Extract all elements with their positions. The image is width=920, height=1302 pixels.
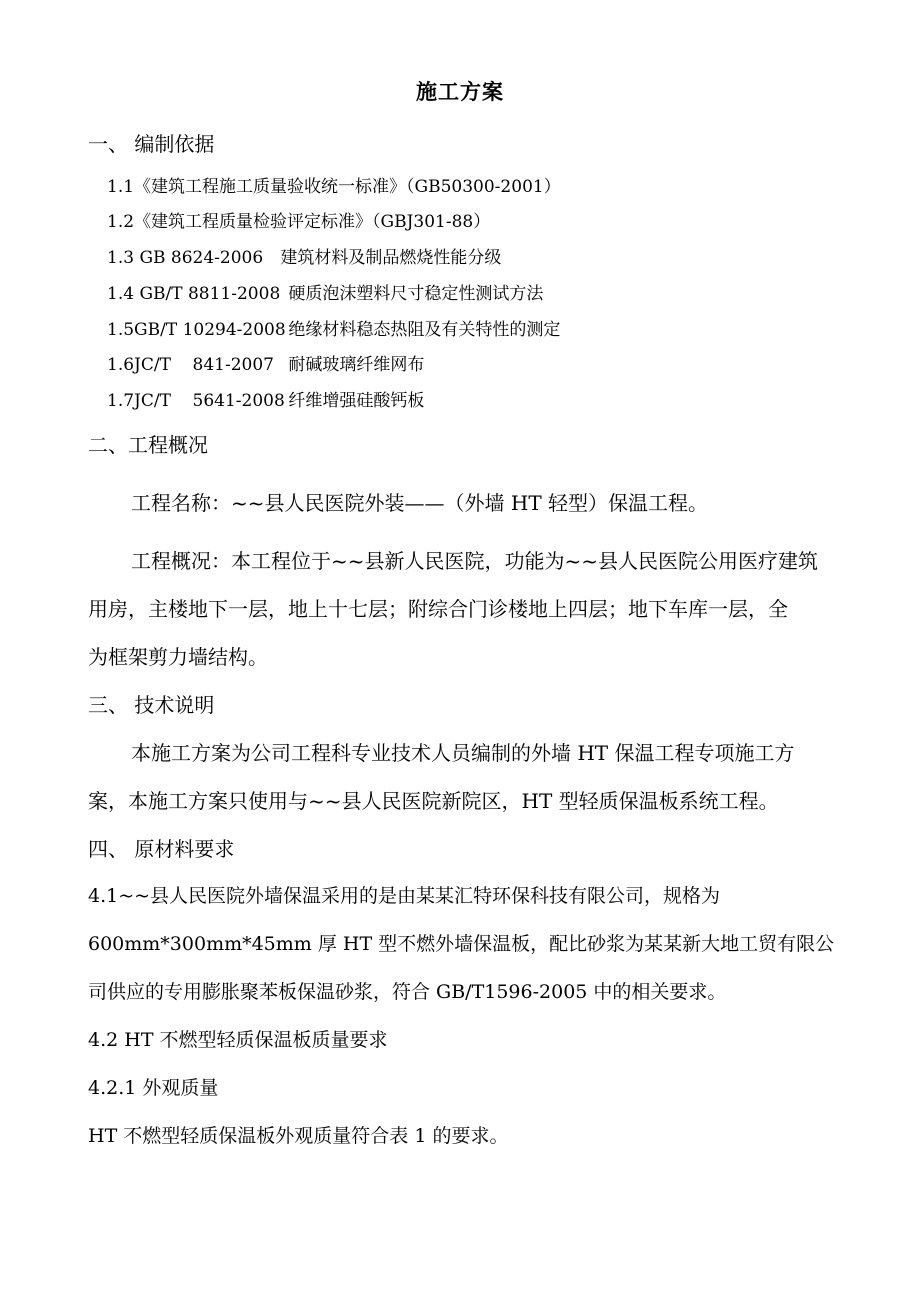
paragraph-line: 案，本施工方案只使用与~~县人民医院新院区，HT 型轻质保温板系统工程。 [88, 789, 779, 813]
paragraph-line: 用房，主楼地下一层，地上十七层；附综合门诊楼地上四层；地下车库一层，全 [88, 597, 788, 621]
section-heading-materials: 四、 原材料要求 [88, 837, 235, 861]
reference-desc: 纤维增强硅酸钙板 [288, 391, 425, 411]
reference-desc: 建筑材料及制品燃烧性能分级 [280, 248, 502, 268]
paragraph-line: 4.1~~县人民医院外墙保温采用的是由某某汇特环保科技有限公司，规格为 [88, 885, 721, 907]
reference-item [107, 207, 490, 232]
paragraph-line: 为框架剪力墙结构。 [88, 645, 268, 669]
reference-item [107, 350, 424, 375]
section-heading-tech: 三、 技术说明 [88, 693, 215, 717]
subsection-heading: 4.2.1 外观质量 [88, 1077, 219, 1099]
reference-code: 1.7JC/T 5641-2008 [107, 391, 285, 411]
reference-code: 1.1《建筑工程施工质量验收统一标准》（GB50300-2001） [107, 177, 561, 197]
paragraph-line: 工程概况：本工程位于~~县新人民医院，功能为~~县人民医院公用医疗建筑 [131, 549, 819, 573]
paragraph-line: HT 不燃型轻质保温板外观质量符合表 1 的要求。 [88, 1125, 509, 1147]
reference-code: 1.2《建筑工程质量检验评定标准》（GBJ301-88） [107, 212, 491, 232]
paragraph-line: 600mm*300mm*45mm 厚 HT 型不燃外墙保温板，配比砂浆为某某新大地工贸有限公 [88, 933, 835, 955]
project-name: 工程名称：~~县人民医院外装——（外墙 HT 轻型）保温工程。 [131, 491, 709, 515]
subsection-heading: 4.2 HT 不燃型轻质保温板质量要求 [88, 1029, 388, 1051]
section-heading-basis: 一、 编制依据 [88, 132, 215, 156]
page-title: 施工方案 [416, 79, 504, 104]
reference-code: 1.6JC/T 841-2007 [107, 355, 274, 375]
paragraph-line: 司供应的专用膨胀聚苯板保温砂浆，符合 GB/T1596-2005 中的相关要求。 [88, 981, 727, 1003]
reference-item [107, 243, 501, 268]
reference-desc: 硬质泡沫塑料尺寸稳定性测试方法 [288, 284, 544, 304]
reference-code: 1.3 GB 8624-2006 [107, 248, 264, 268]
reference-code: 1.4 GB/T 8811-2008 [107, 284, 281, 304]
reference-item [107, 386, 424, 411]
reference-code: 1.5GB/T 10294-2008 [107, 320, 286, 340]
reference-item [107, 315, 560, 340]
reference-item [107, 279, 543, 304]
reference-item [107, 172, 561, 197]
reference-desc: 耐碱玻璃纤维网布 [288, 355, 425, 375]
paragraph-line: 本施工方案为公司工程科专业技术人员编制的外墙 HT 保温工程专项施工方 [131, 741, 795, 765]
reference-desc: 绝缘材料稳态热阻及有关特性的测定 [288, 320, 561, 340]
section-heading-overview: 二、工程概况 [88, 433, 208, 457]
